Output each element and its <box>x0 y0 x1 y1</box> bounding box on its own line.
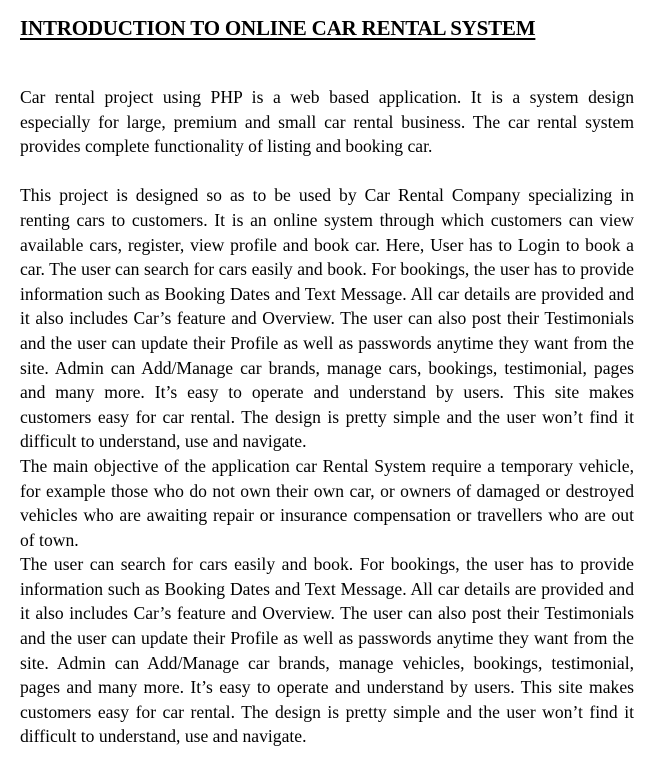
document-title: INTRODUCTION TO ONLINE CAR RENTAL SYSTEM <box>20 16 536 40</box>
paragraph-intro: Car rental project using PHP is a web based application. It is a system design especially for large, premium and small car rental business. The car rental system provides complete functionality of listing and booking car. <box>20 87 634 157</box>
paragraph-main-objective: The main objective of the application car Rental System require a temporary vehicle, for example those who do not own their own car, or owners of damaged or destroyed vehicles who are awaiting repair or insurance compensation or travellers who are out of town. <box>20 455 634 550</box>
paragraph-user-features: The user can search for cars easily and book. For bookings, the user has to provide information such as Booking Dates and Text Message. All car details are provided and it also includes Car’s feature and Overview. The user can also post their Testimonials and the user can update their Profile as well as passwords anytime they want from the site. Admin can Add/Manage car brands, manage vehicles, bookings, testimonial, pages and many more. It’s easy to operate and understand by users. This site makes customers easy for car rental. The design is pretty simple and the user won’t find it difficult to understand, use and navigate. <box>20 554 634 747</box>
document-page <box>20 14 634 749</box>
paragraph-project-description: This project is designed so as to be used by Car Rental Company specializing in renting cars to customers. It is an online system through which customers can view available cars, register, view profile and book car. Here, User has to Login to book a car. The user can search for cars easily and book. For bookings, the user has to provide information such as Booking Dates and Text Message. All car details are provided and it also includes Car’s feature and Overview. The user can also post their Testimonials and the user can update their Profile as well as passwords anytime they want from the site. Admin can Add/Manage car brands, manage cars, bookings, testimonial, pages and many more. It’s easy to operate and understand by users. This site makes customers easy for car rental. The design is pretty simple and the user won’t find it difficult to understand, use and navigate. <box>20 185 634 452</box>
